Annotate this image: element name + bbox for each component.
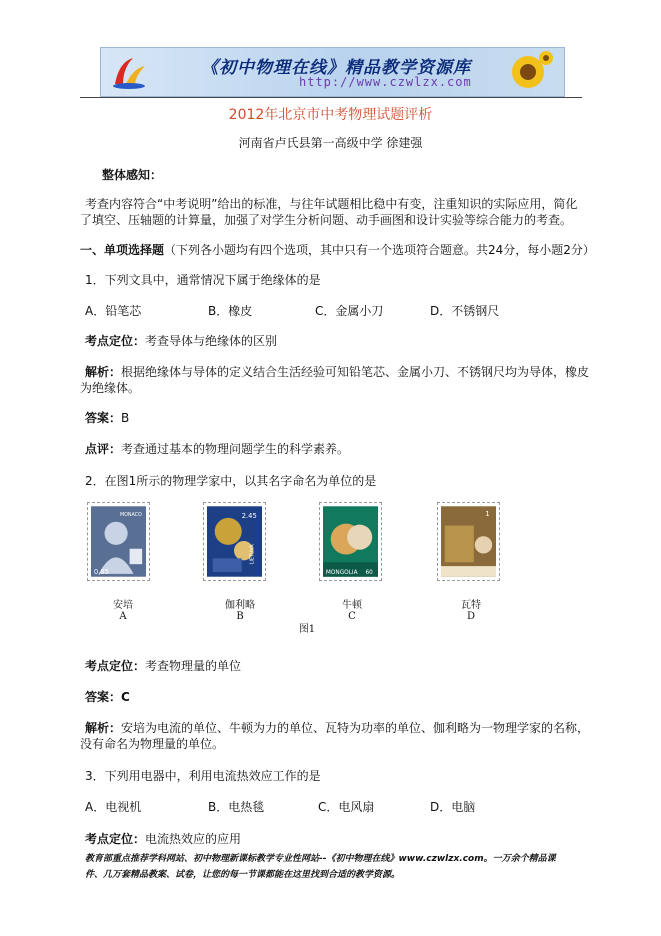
overview-line-1: 考查内容符合“中考说明”给出的标准，与往年试题相比稳中有变，注重知识的实际应用，简化	[85, 197, 578, 211]
stamp-ampere-name: 安培	[113, 600, 133, 611]
q1-option-b: B．橡皮	[208, 304, 253, 318]
q1-option-a: A．铅笔芯	[85, 304, 142, 318]
page-footer	[85, 851, 585, 883]
q3-option-a: A．电视机	[85, 800, 142, 814]
stamp-galileo-letter: B	[236, 611, 244, 622]
q2-jiexi	[85, 719, 589, 736]
q2-jiexi-line-2: 没有命名为物理量的单位。	[80, 737, 225, 751]
header-banner	[100, 47, 565, 97]
kaodian-label: 考点定位：	[85, 659, 146, 673]
jiexi-label: 解析：	[85, 721, 122, 735]
kaodian-label: 考点定位：	[85, 832, 146, 846]
q1-dianping-text: 考查通过基本的物理问题学生的科学素养。	[121, 442, 350, 456]
figure-label: 图1	[298, 624, 316, 635]
q3-kaodian	[85, 830, 241, 847]
q3-kaodian-text: 电流热效应的应用	[145, 832, 242, 846]
banner-title: 《初中物理在线》精品教学资源库	[201, 58, 471, 78]
stamp-watt-name: 瓦特	[461, 600, 481, 611]
q2-kaodian	[85, 657, 241, 674]
q3-option-b: B．电热毯	[208, 800, 265, 814]
stamp-galileo-value: 2.45	[241, 511, 257, 520]
overview-line-2: 了填空、压轴题的计算量，加强了对学生分析问题、动手画图和设计实验等综合能力的考查。	[80, 213, 573, 227]
stamp-newton	[319, 502, 382, 581]
stamp-watt-letter: D	[466, 611, 476, 622]
q1-dianping	[85, 440, 349, 457]
q3-option-d: D．电脑	[430, 800, 476, 814]
q1-option-c: C．金属小刀	[315, 304, 384, 318]
stamp-ampere	[87, 502, 150, 581]
stamp-galileo	[203, 502, 266, 581]
ampere-portrait-icon	[91, 506, 146, 577]
q1-jiexi	[85, 363, 589, 380]
stamp-newton-value: 60	[365, 569, 373, 576]
q2-daan-text: C	[121, 690, 130, 704]
footer-line-1: 教育部重点推荐学科网站、初中物理新课标教学专业性网站--《初中物理在线》www.czwlzx.com。一万余个精品课	[85, 854, 556, 864]
section-title: 一、单项选择题	[80, 243, 165, 257]
stamp-newton-letter: C	[348, 611, 356, 622]
page-title: 2012年北京市中考物理试题评析	[228, 107, 433, 123]
stamp-ampere-value: 0,85	[93, 567, 109, 576]
q1-daan	[85, 409, 129, 426]
stamp-ampere-letter: A	[119, 611, 127, 622]
watt-portrait-icon	[441, 506, 496, 577]
sunflower-icon	[498, 50, 558, 94]
q2-kaodian-text: 考查物理量的单位	[145, 659, 242, 673]
q1-jiexi-line-1: 根据绝缘体与导体的定义结合生活经验可知铅笔芯、金属小刀、不锈钢尺均为导体，橡皮	[121, 365, 590, 379]
q2-stem: 2．在图1所示的物理学家中，以其名字命名为单位的是	[85, 474, 377, 488]
q1-option-d: D．不锈钢尺	[430, 304, 500, 318]
q2-jiexi-line-1: 安培为电流的单位、牛顿为力的单位、瓦特为功率的单位、伽利略为一物理学家的名称，	[121, 721, 590, 735]
stamp-watt-value: 1	[485, 509, 490, 518]
newton-portrait-icon	[323, 506, 378, 577]
stamp-watt	[437, 502, 500, 581]
q2-daan	[85, 688, 130, 705]
q1-kaodian	[85, 332, 277, 349]
author-line: 河南省卢氏县第一高级中学 徐建强	[238, 136, 423, 150]
jiexi-label: 解析：	[85, 365, 122, 379]
stamp-newton-name: 牛顿	[342, 600, 362, 611]
q1-stem: 1．下列文具中，通常情况下属于绝缘体的是	[85, 273, 321, 287]
banner-url[interactable]: http://www.czwlzx.com	[299, 75, 472, 89]
q3-stem: 3．下列用电器中，利用电流热效应工作的是	[85, 769, 321, 783]
header-divider	[80, 97, 582, 98]
q1-kaodian-text: 考查导体与绝缘体的区别	[145, 334, 278, 348]
dianping-label: 点评：	[85, 442, 122, 456]
stamp-galileo-country: LIETUVA	[250, 544, 256, 565]
section-note: （下列各小题均有四个选项，其中只有一个选项符合题意。共24分，每小题2分）	[164, 243, 595, 257]
stamp-galileo-name: 伽利略	[225, 600, 255, 611]
stamp-ampere-country: MONACO	[119, 512, 142, 518]
site-logo-icon	[109, 54, 149, 90]
q1-jiexi-line-2: 为绝缘体。	[80, 381, 141, 395]
section-heading	[80, 241, 595, 258]
galileo-portrait-icon	[207, 506, 262, 577]
daan-label: 答案：	[85, 690, 122, 704]
q3-option-c: C．电风扇	[318, 800, 375, 814]
daan-label: 答案：	[85, 411, 122, 425]
footer-line-2: 件、几万套精品教案、试卷，让您的每一节课都能在这里找到合适的教学资源。	[85, 870, 401, 880]
q1-daan-text: B	[121, 411, 130, 425]
overview-heading: 整体感知：	[102, 168, 163, 182]
kaodian-label: 考点定位：	[85, 334, 146, 348]
stamp-newton-country: MONGOLIA	[325, 569, 358, 576]
